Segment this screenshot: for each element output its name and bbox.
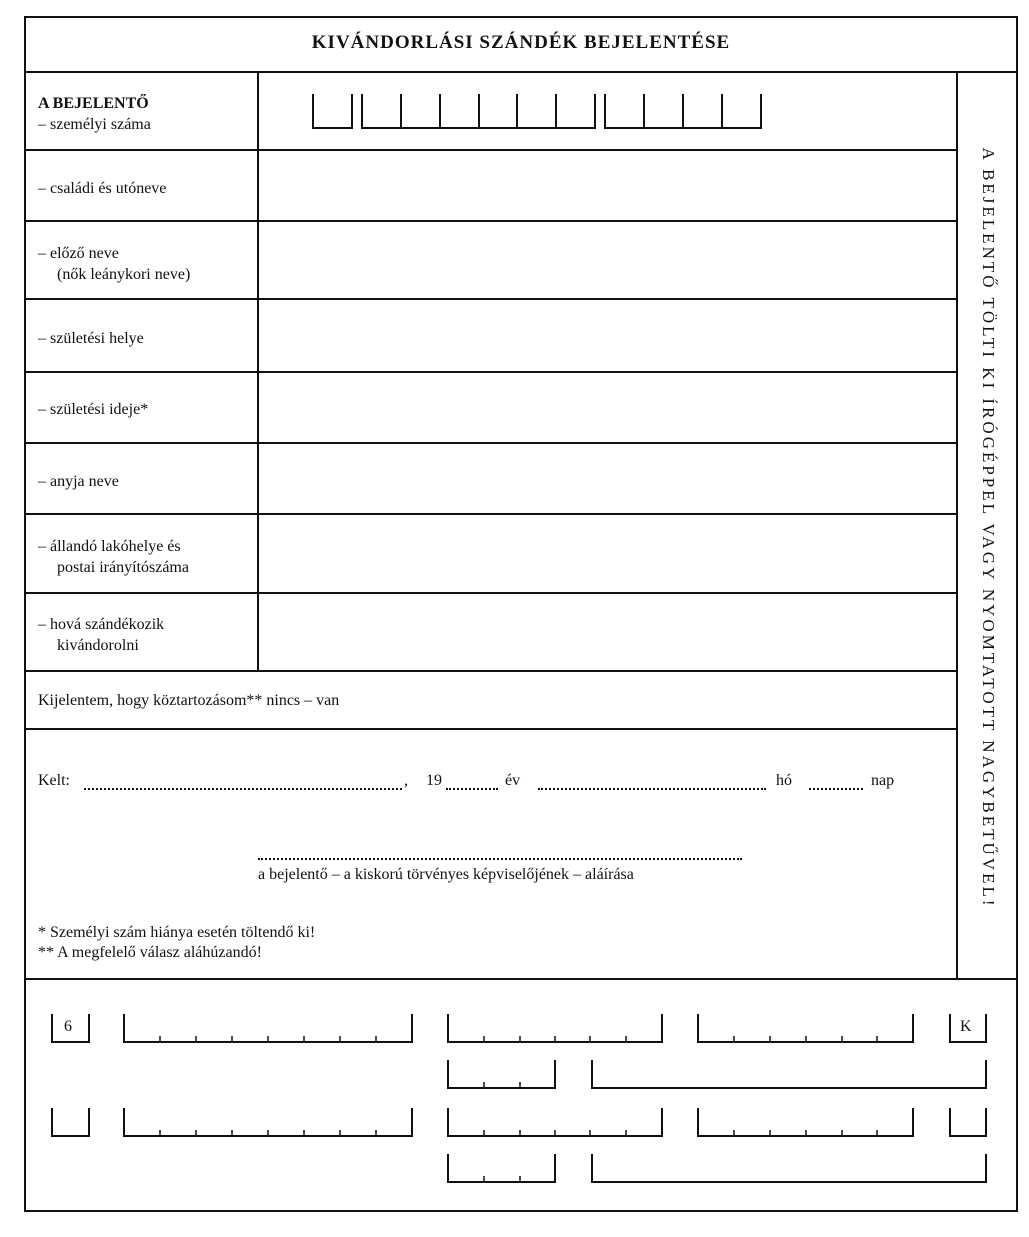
signature-caption: a bejelentő – a kiskorú törvényes képviselőjének – aláírása: [258, 866, 634, 883]
office-code-k: K: [960, 1018, 972, 1035]
office-box-row4-b: [592, 1154, 986, 1182]
id-box-dividers-3: [644, 94, 722, 128]
footnote-1: * Személyi szám hiánya esetén töltendő ki!: [38, 924, 316, 941]
kelt-label: Kelt:: [38, 772, 70, 789]
office-box-row2-b: [592, 1060, 986, 1088]
field-label-previous-name: – előző neve (nők leánykori neve): [38, 245, 191, 283]
office-code-boxes: [52, 1014, 986, 1182]
field-label-address: – állandó lakóhelye és postai irányítószáma: [38, 538, 189, 576]
field-label-birthdate: – születési ideje*: [38, 401, 149, 418]
field-label-mothers-name: – anyja neve: [38, 473, 119, 490]
field-label-birthplace: – születési helye: [38, 330, 144, 347]
office-box-row3-e: [950, 1108, 986, 1136]
year-prefix: 19: [426, 772, 442, 789]
id-box-dividers-2: [401, 94, 556, 128]
form-title: KIVÁNDORLÁSI SZÁNDÉK BEJELENTÉSE: [311, 32, 731, 53]
field-label-personal-id: A BEJELENTŐ – személyi száma: [38, 95, 151, 133]
day-label: nap: [871, 772, 895, 789]
field-label-name: – családi és utóneve: [38, 180, 167, 197]
personal-id-boxes: [313, 94, 761, 128]
year-label: év: [505, 772, 521, 789]
office-box-row3-a: [52, 1108, 89, 1136]
office-box-row4-a: [448, 1154, 555, 1182]
footnote-2: ** A megfelelő válasz aláhúzandó!: [38, 944, 262, 961]
comma: ,: [404, 772, 408, 789]
office-code-6: 6: [64, 1018, 72, 1035]
field-label-destination: – hová szándékozik kivándorolni: [38, 616, 165, 654]
side-instruction: A BEJELENTŐ TÖLTI KI ÍRÓGÉPPEL VAGY NYOMTATOTT NAGYBETŰVEL!: [979, 147, 998, 909]
office-box-row2-a: [448, 1060, 555, 1088]
id-box-group-1: [313, 94, 352, 128]
month-label: hó: [776, 772, 792, 789]
debt-statement: Kijelentem, hogy köztartozásom** nincs – van: [38, 692, 340, 709]
